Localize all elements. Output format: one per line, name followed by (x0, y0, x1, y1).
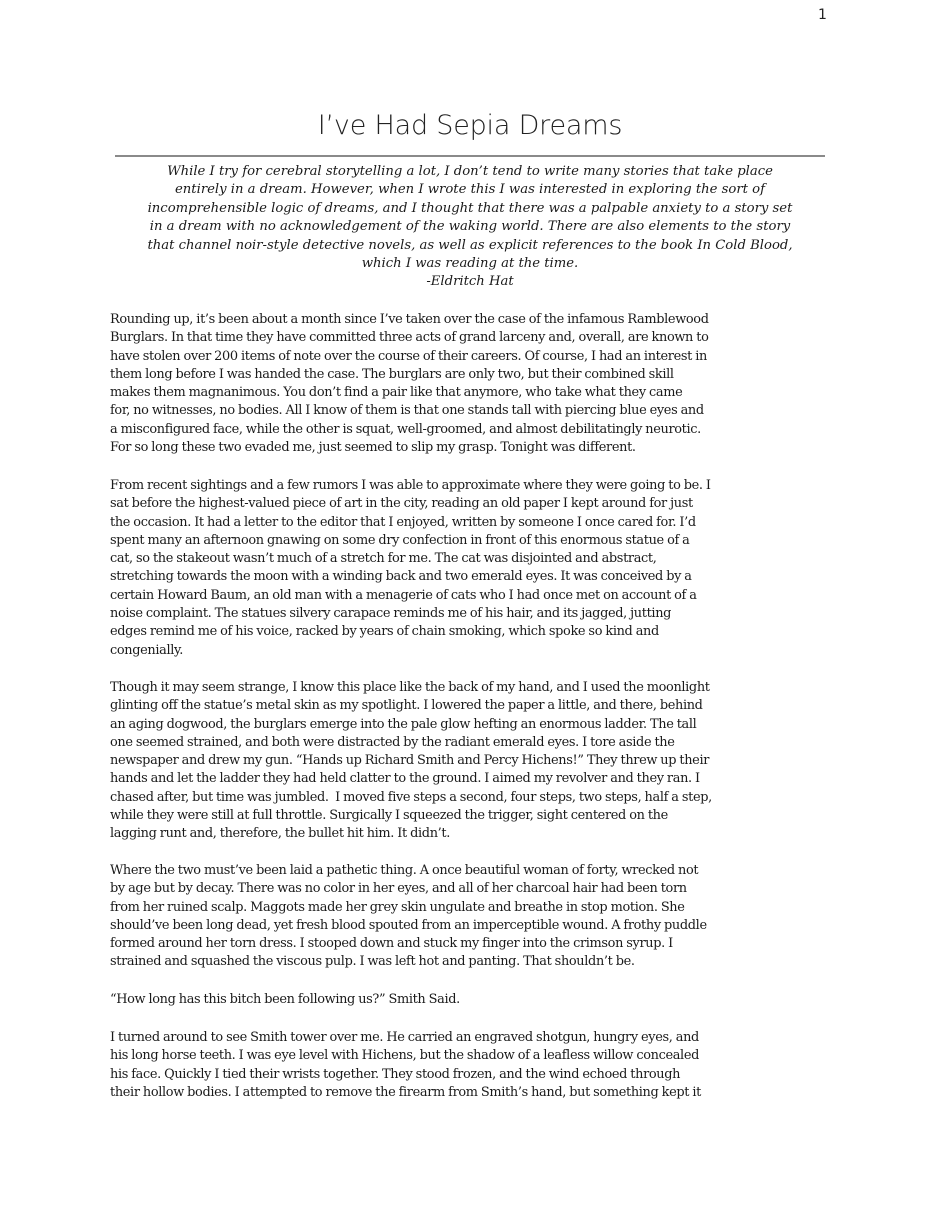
paragraph-line: Though it may seem strange, I know this place like the back of my hand, and I used the moonlight (110, 680, 710, 695)
paragraph-line: sat before the highest-valued piece of art in the city, reading an old paper I kept around for just (110, 496, 693, 512)
paragraph-line: the occasion. It had a letter to the editor that I enjoyed, written by someone I once cared for. I’d (110, 514, 696, 530)
paragraph-line: cat, so the stakeout wasn’t much of a stretch for me. The cat was disjointed and abstract, (110, 551, 657, 567)
paragraph-line: their hollow bodies. I attempted to remove the firearm from Smith’s hand, but something kept it (110, 1084, 701, 1100)
paragraph-line: his face. Quickly I tied their wrists together. They stood frozen, and the wind echoed through (110, 1066, 681, 1082)
paragraph-line: hands and let the ladder they had held clatter to the ground. I aimed my revolver and they ran. I (110, 771, 700, 787)
paragraph-line: while they were still at full throttle. Surgically I squeezed the trigger, sight centered on the (110, 808, 668, 824)
paragraph-line: For so long these two evaded me, just seemed to slip my grasp. Tonight was different. (110, 440, 636, 456)
paragraph-line: chased after, but time was jumbled. I moved five steps a second, four steps, two steps, half a step, (110, 789, 712, 805)
preface-line: While I try for cerebral storytelling a lot, I don’t tend to write many stories that take place (167, 164, 773, 179)
preface-line: incomprehensible logic of dreams, and I thought that there was a palpable anxiety to a story set (147, 200, 793, 216)
paragraph-2 (110, 477, 835, 660)
paragraph-line: lagging runt and, therefore, the bullet hit him. It didn’t. (110, 826, 450, 842)
paragraph-4 (110, 862, 835, 972)
paragraph-line: for, no witnesses, no bodies. All I know of them is that one stands tall with piercing blue eyes and (110, 403, 704, 419)
paragraph-line: should’ve been long dead, yet fresh blood spouted from an imperceptible wound. A frothy puddle (110, 917, 707, 933)
paragraph-line: them long before I was handed the case. The burglars are only two, but their combined skill (110, 366, 674, 382)
paragraph-line: Rounding up, it’s been about a month since I’ve taken over the case of the infamous Ramblewood (110, 312, 709, 327)
page-number: 1 (818, 7, 827, 23)
paragraph-line: noise complaint. The statues silvery carapace reminds me of his hair, and its jagged, jutting (110, 606, 672, 622)
paragraph-6 (110, 1029, 835, 1102)
preface-line: entirely in a dream. However, when I wrote this I was interested in exploring the sort of (175, 182, 765, 198)
paragraph-line: edges remind me of his voice, racked by years of chain smoking, which spoke so kind and (110, 624, 659, 640)
paragraph-line: congenially. (110, 642, 183, 658)
paragraph-line: formed around her torn dress. I stooped down and stuck my finger into the crimson syrup. I (110, 936, 673, 952)
paragraph-line: “How long has this bitch been following us?” Smith Said. (110, 992, 460, 1007)
paragraph-line: certain Howard Baum, an old man with a menagerie of cats who I had once met on account of a (110, 587, 697, 603)
paragraph-line: makes them magnanimous. You don’t find a pair like that anymore, who take what they came (110, 385, 683, 401)
paragraph-line: one seemed strained, and both were distracted by the radiant emerald eyes. I tore aside the (110, 734, 675, 750)
paragraph-line: I turned around to see Smith tower over me. He carried an engraved shotgun, hungry eyes, and (110, 1030, 699, 1045)
paragraph-line: Where the two must’ve been laid a pathetic thing. A once beautiful woman of forty, wrecked not (110, 863, 699, 878)
paragraph-line: his long horse teeth. I was eye level with Hichens, but the shadow of a leafless willow concealed (110, 1048, 700, 1064)
paragraph-line: glinting off the statue’s metal skin as my spotlight. I lowered the paper a little, and there, behind (110, 698, 703, 714)
paragraph-line: an aging dogwood, the burglars emerge into the pale glow hefting an enormous ladder. The tall (110, 716, 697, 732)
paragraph-3 (110, 679, 835, 844)
preface-line: which I was reading at the time. (361, 256, 579, 272)
preface-line: in a dream with no acknowledgement of the waking world. There are also elements to the story (149, 219, 791, 235)
preface-line: that channel noir-style detective novels, as well as explicit references to the book In Cold Blood, (147, 237, 793, 253)
paragraph-line: a misconfigured face, while the other is squat, well-groomed, and almost debilitatingly neurotic. (110, 421, 701, 437)
paragraph-line: From recent sightings and a few rumors I was able to approximate where they were going to be. I (110, 478, 711, 493)
preface (105, 163, 835, 292)
page-title: I’ve Had Sepia Dreams (317, 110, 623, 141)
paragraph-line: from her ruined scalp. Maggots made her grey skin ungulate and breathe in stop motion. She (110, 899, 685, 915)
title-divider (115, 155, 825, 157)
paragraph-5 (110, 991, 835, 1009)
paragraph-line: by age but by decay. There was no color in her eyes, and all of her charcoal hair had been torn (110, 881, 687, 897)
paragraph-line: stretching towards the moon with a winding back and two emerald eyes. It was conceived by a (110, 569, 692, 585)
paragraph-line: have stolen over 200 items of note over the course of their careers. Of course, I had an interest in (110, 348, 707, 364)
paragraph-line: spent many an afternoon gnawing on some dry confection in front of this enormous statue of a (110, 532, 690, 548)
paragraph-line: newspaper and drew my gun. “Hands up Richard Smith and Percy Hichens!” They threw up their (110, 753, 710, 769)
paragraph-line: strained and squashed the viscous pulp. I was left hot and panting. That shouldn’t be. (110, 954, 635, 970)
paragraph-1 (110, 311, 835, 457)
preface-signature: -Eldritch Hat (426, 274, 514, 290)
paragraph-line: Burglars. In that time they have committed three acts of grand larceny and, overall, are known to (110, 330, 709, 346)
